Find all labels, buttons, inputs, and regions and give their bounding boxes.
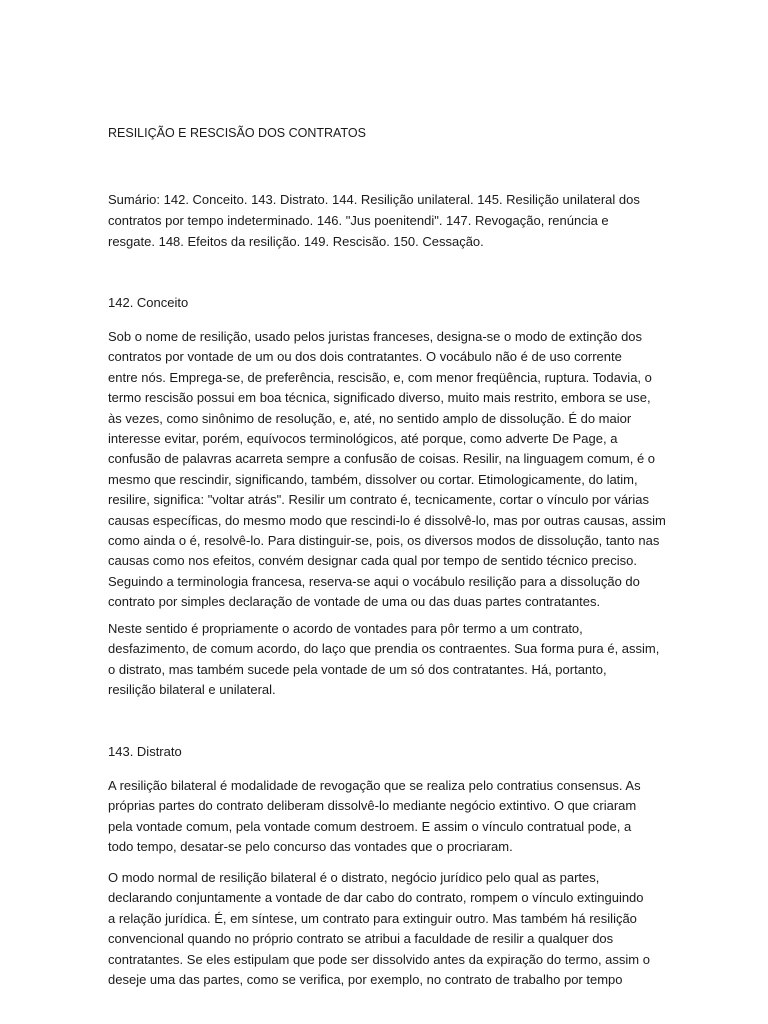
text-line: confusão de palavras acarreta sempre a confusão de coisas. Resilir, na linguagem comum, é o	[108, 451, 656, 467]
text-line: deseje uma das partes, como se verifica, por exemplo, no contrato de trabalho por tempo	[108, 972, 623, 988]
text-line: causas como nos efeitos, convém designar cada qual por tempo de sentido técnico preciso.	[108, 553, 637, 569]
section-142-paragraph-2	[108, 619, 668, 701]
text-line: resilição bilateral e unilateral.	[108, 682, 276, 698]
text-line: às vezes, como sinônimo de resolução, e, até, no sentido amplo de dissolução. É do maior	[108, 410, 632, 426]
text-line: todo tempo, desatar-se pelo concurso das vontades que o procriaram.	[108, 839, 513, 855]
text-line: a relação jurídica. É, em síntese, um contrato para extinguir outro. Mas também há resilição	[108, 910, 637, 926]
text-line: Seguindo a terminologia francesa, reserva-se aqui o vocábulo resilição para a dissolução do	[108, 573, 640, 589]
text-line: como ainda o é, resolvê-lo. Para distinguir-se, pois, os diversos modos de dissolução, tanto nas	[108, 533, 660, 549]
text-line: Sob o nome de resilição, usado pelos juristas franceses, designa-se o modo de extinção dos	[108, 329, 643, 344]
text-line: contratantes. Se eles estipulam que pode ser dissolvido antes da expiração do termo, assim o	[108, 951, 650, 967]
text-line: contrato por simples declaração de vontade de uma ou das duas partes contratantes.	[108, 594, 601, 610]
text-line: A resilição bilateral é modalidade de revogação que se realiza pelo contratius consensus. As	[108, 778, 641, 793]
section-143-paragraph-2	[108, 868, 668, 990]
section-heading-142: 142. Conceito	[108, 295, 189, 310]
summary-line: contratos por tempo indeterminado. 146. "Jus poenitendi". 147. Revogação, renúncia e	[108, 213, 609, 228]
section-142-paragraph-1	[108, 327, 668, 613]
text-line: resilire, significa: "voltar atrás". Resilir um contrato é, tecnicamente, cortar o vínculo por várias	[108, 492, 649, 508]
section-heading-143: 143. Distrato	[108, 744, 182, 759]
text-line: interesse evitar, porém, equívocos terminológicos, até porque, como adverte De Page, a	[108, 431, 618, 447]
text-line: causas específicas, do mesmo modo que rescindi-lo é dissolvê-lo, mas por outras causas, assim	[108, 512, 666, 528]
text-line: contratos por vontade de um ou dos dois contratantes. O vocábulo não é de uso corrente	[108, 349, 622, 365]
summary-paragraph	[108, 189, 668, 252]
text-line: entre nós. Emprega-se, de preferência, rescisão, e, com menor freqüência, ruptura. Todavia, o	[108, 369, 652, 385]
document-title: RESILIÇÃO E RESCISÃO DOS CONTRATOS	[108, 126, 366, 140]
text-line: desfazimento, de comum acordo, do laço que prendia os contraentes. Sua forma pura é, assim,	[108, 641, 660, 657]
text-line: convencional quando no próprio contrato se atribui a faculdade de resilir a qualquer dos	[108, 931, 614, 947]
summary-line: resgate. 148. Efeitos da resilição. 149. Rescisão. 150. Cessação.	[108, 234, 484, 249]
text-line: declarando conjuntamente a vontade de dar cabo do contrato, rompem o vínculo extinguindo	[108, 890, 644, 906]
text-line: pela vontade comum, pela vontade comum destroem. E assim o vínculo contratual pode, a	[108, 818, 632, 834]
text-line: o distrato, mas também sucede pela vontade de um só dos contratantes. Há, portanto,	[108, 661, 607, 677]
text-line: mesmo que rescindir, significando, também, dissolver ou cortar. Etimologicamente, do latim,	[108, 471, 638, 487]
text-line: O modo normal de resilição bilateral é o distrato, negócio jurídico pelo qual as partes,	[108, 870, 600, 885]
section-143-paragraph-1	[108, 776, 668, 858]
summary-line: Sumário: 142. Conceito. 143. Distrato. 144. Resilição unilateral. 145. Resilição unilateral dos	[108, 192, 640, 207]
text-line: termo rescisão possui em boa técnica, significado diverso, muito mais restrito, embora se use,	[108, 390, 651, 406]
text-line: próprias partes do contrato deliberam dissolvê-lo mediante negócio extintivo. O que criaram	[108, 798, 637, 814]
text-line: Neste sentido é propriamente o acordo de vontades para pôr termo a um contrato,	[108, 621, 583, 636]
